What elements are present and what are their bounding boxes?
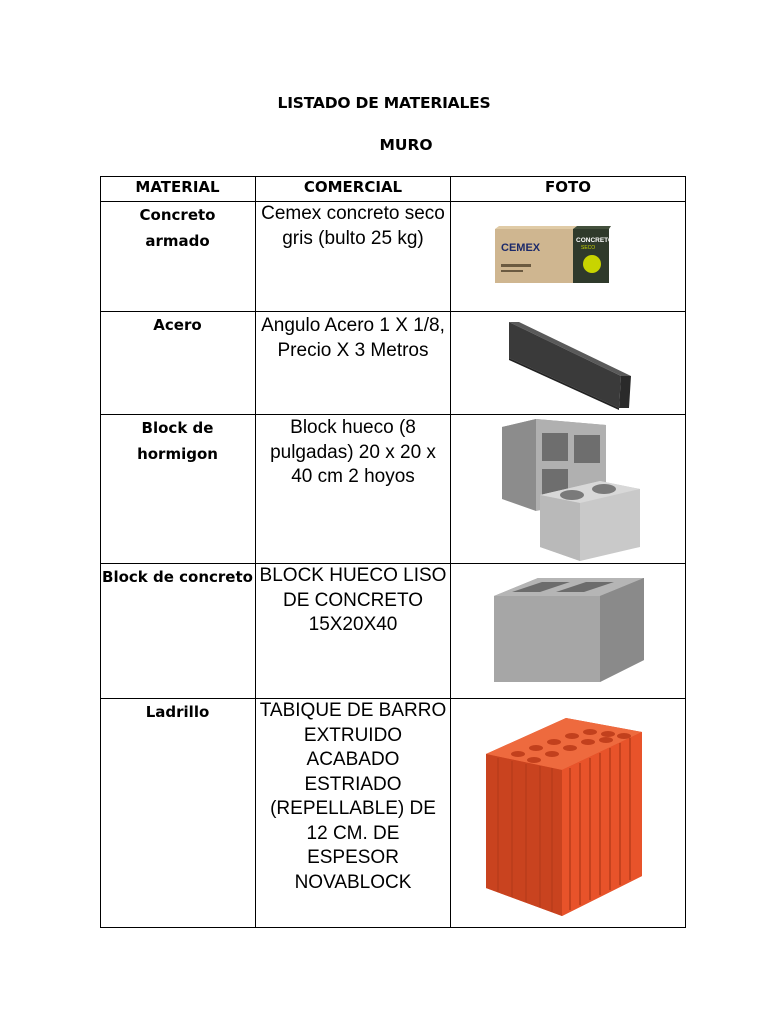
materials-table <box>100 176 686 928</box>
svg-text:CONCRETO: CONCRETO <box>576 237 614 244</box>
comercial-cell: Cemex concreto seco gris (bulto 25 kg) <box>261 203 445 249</box>
clay-brick-icon <box>478 712 650 920</box>
comercial-cell: BLOCK HUECO LISO DE CONCRETO 15X20X40 <box>259 565 447 635</box>
cement-bag-icon <box>461 202 631 308</box>
table-border-left <box>100 176 101 928</box>
document-title: LISTADO DE MATERIALES <box>277 94 491 112</box>
table-border-right <box>685 176 686 928</box>
material-cell: Block de concreto <box>102 568 253 586</box>
comercial-cell: Angulo Acero 1 X 1/8, Precio X 3 Metros <box>261 315 445 361</box>
comercial-cell: TABIQUE DE BARRO EXTRUIDO ACABADO ESTRIADO (REPELLABLE) DE 12 CM. DE ESPESOR NOVABLOCK <box>259 700 447 893</box>
steel-angle-icon <box>501 312 635 412</box>
photo-hollow-block <box>486 564 650 694</box>
hollow-block-icon <box>486 564 650 694</box>
material-cell: Concreto armado <box>139 206 216 250</box>
svg-text:SECO: SECO <box>581 245 596 251</box>
material-cell: Ladrillo <box>145 703 210 721</box>
svg-text:CEMEX: CEMEX <box>501 242 541 254</box>
column-divider-1 <box>255 176 256 928</box>
header-material: MATERIAL <box>135 178 220 196</box>
material-cell: Acero <box>153 316 202 334</box>
concrete-blocks-icon <box>496 415 646 561</box>
photo-concrete-blocks <box>496 415 646 561</box>
comercial-cell: Block hueco (8 pulgadas) 20 x 20 x 40 cm 2 hoyos <box>270 417 436 487</box>
column-divider-2 <box>450 176 451 928</box>
photo-cement-bag <box>461 202 631 308</box>
table-border-top <box>100 176 686 177</box>
table-border-bottom <box>100 927 686 928</box>
header-comercial: COMERCIAL <box>303 178 403 196</box>
header-foto: FOTO <box>545 178 591 196</box>
document-subtitle: MURO <box>379 136 433 154</box>
photo-steel-angle <box>501 312 635 412</box>
photo-clay-brick <box>478 712 650 920</box>
material-cell: Block de hormigon <box>137 419 218 463</box>
